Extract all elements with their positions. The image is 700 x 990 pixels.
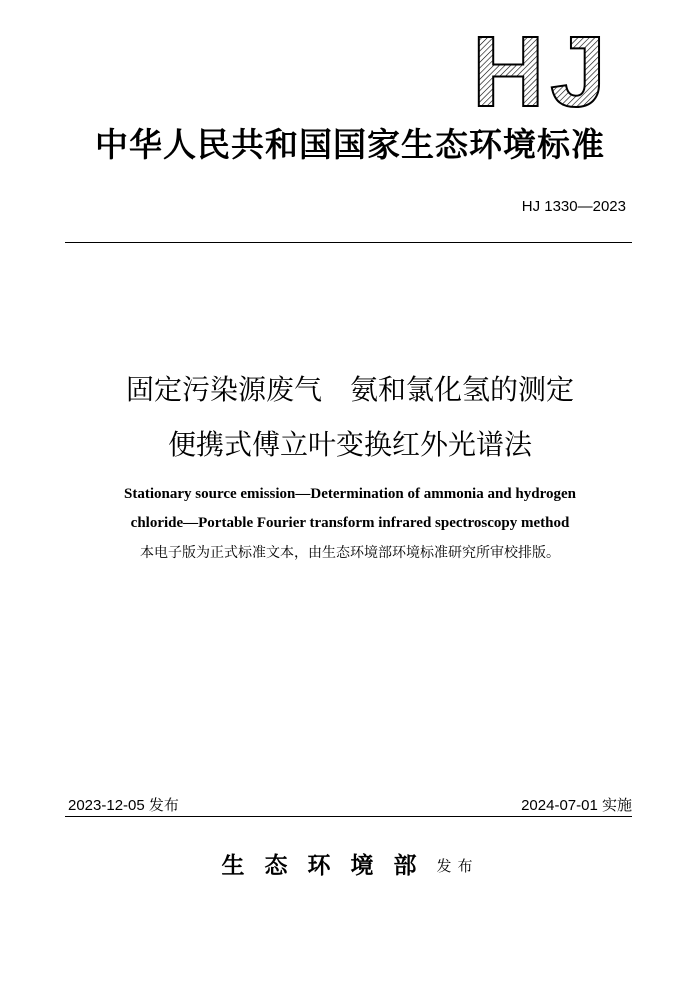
hj-logo-text: HJ [472,32,612,110]
cn-title-line-2: 便携式傅立叶变换红外光谱法 [167,428,532,461]
hj-logo [470,32,615,110]
issuer-suffix: 发布 [436,857,479,875]
issue-date: 2023-12-05 发布 [68,797,179,814]
header-divider [65,242,632,243]
edition-note: 本电子版为正式标准文本，由生态环境部环境标准研究所审校排版。 [140,545,560,561]
cn-title-line-1 [0,370,700,410]
cn-title-part-1: 固定污染源废气 [125,373,322,406]
en-title-line-1: Stationary source emission—Determination of ammonia and hydrogen [124,486,576,502]
issuer-line [0,850,700,884]
en-title-line-2: chloride—Portable Fourier transform infrared spectroscopy method [130,515,570,531]
implementation-date: 2024-07-01 实施 [521,797,632,814]
org-title: 中华人民共和国国家生态环境标准 [95,125,605,164]
footer-divider [65,816,632,817]
issuer-name: 生态环境部 [221,852,437,879]
standard-code: HJ 1330—2023 [521,198,626,215]
cn-title-part-2: 氨和氯化氢的测定 [350,373,575,406]
